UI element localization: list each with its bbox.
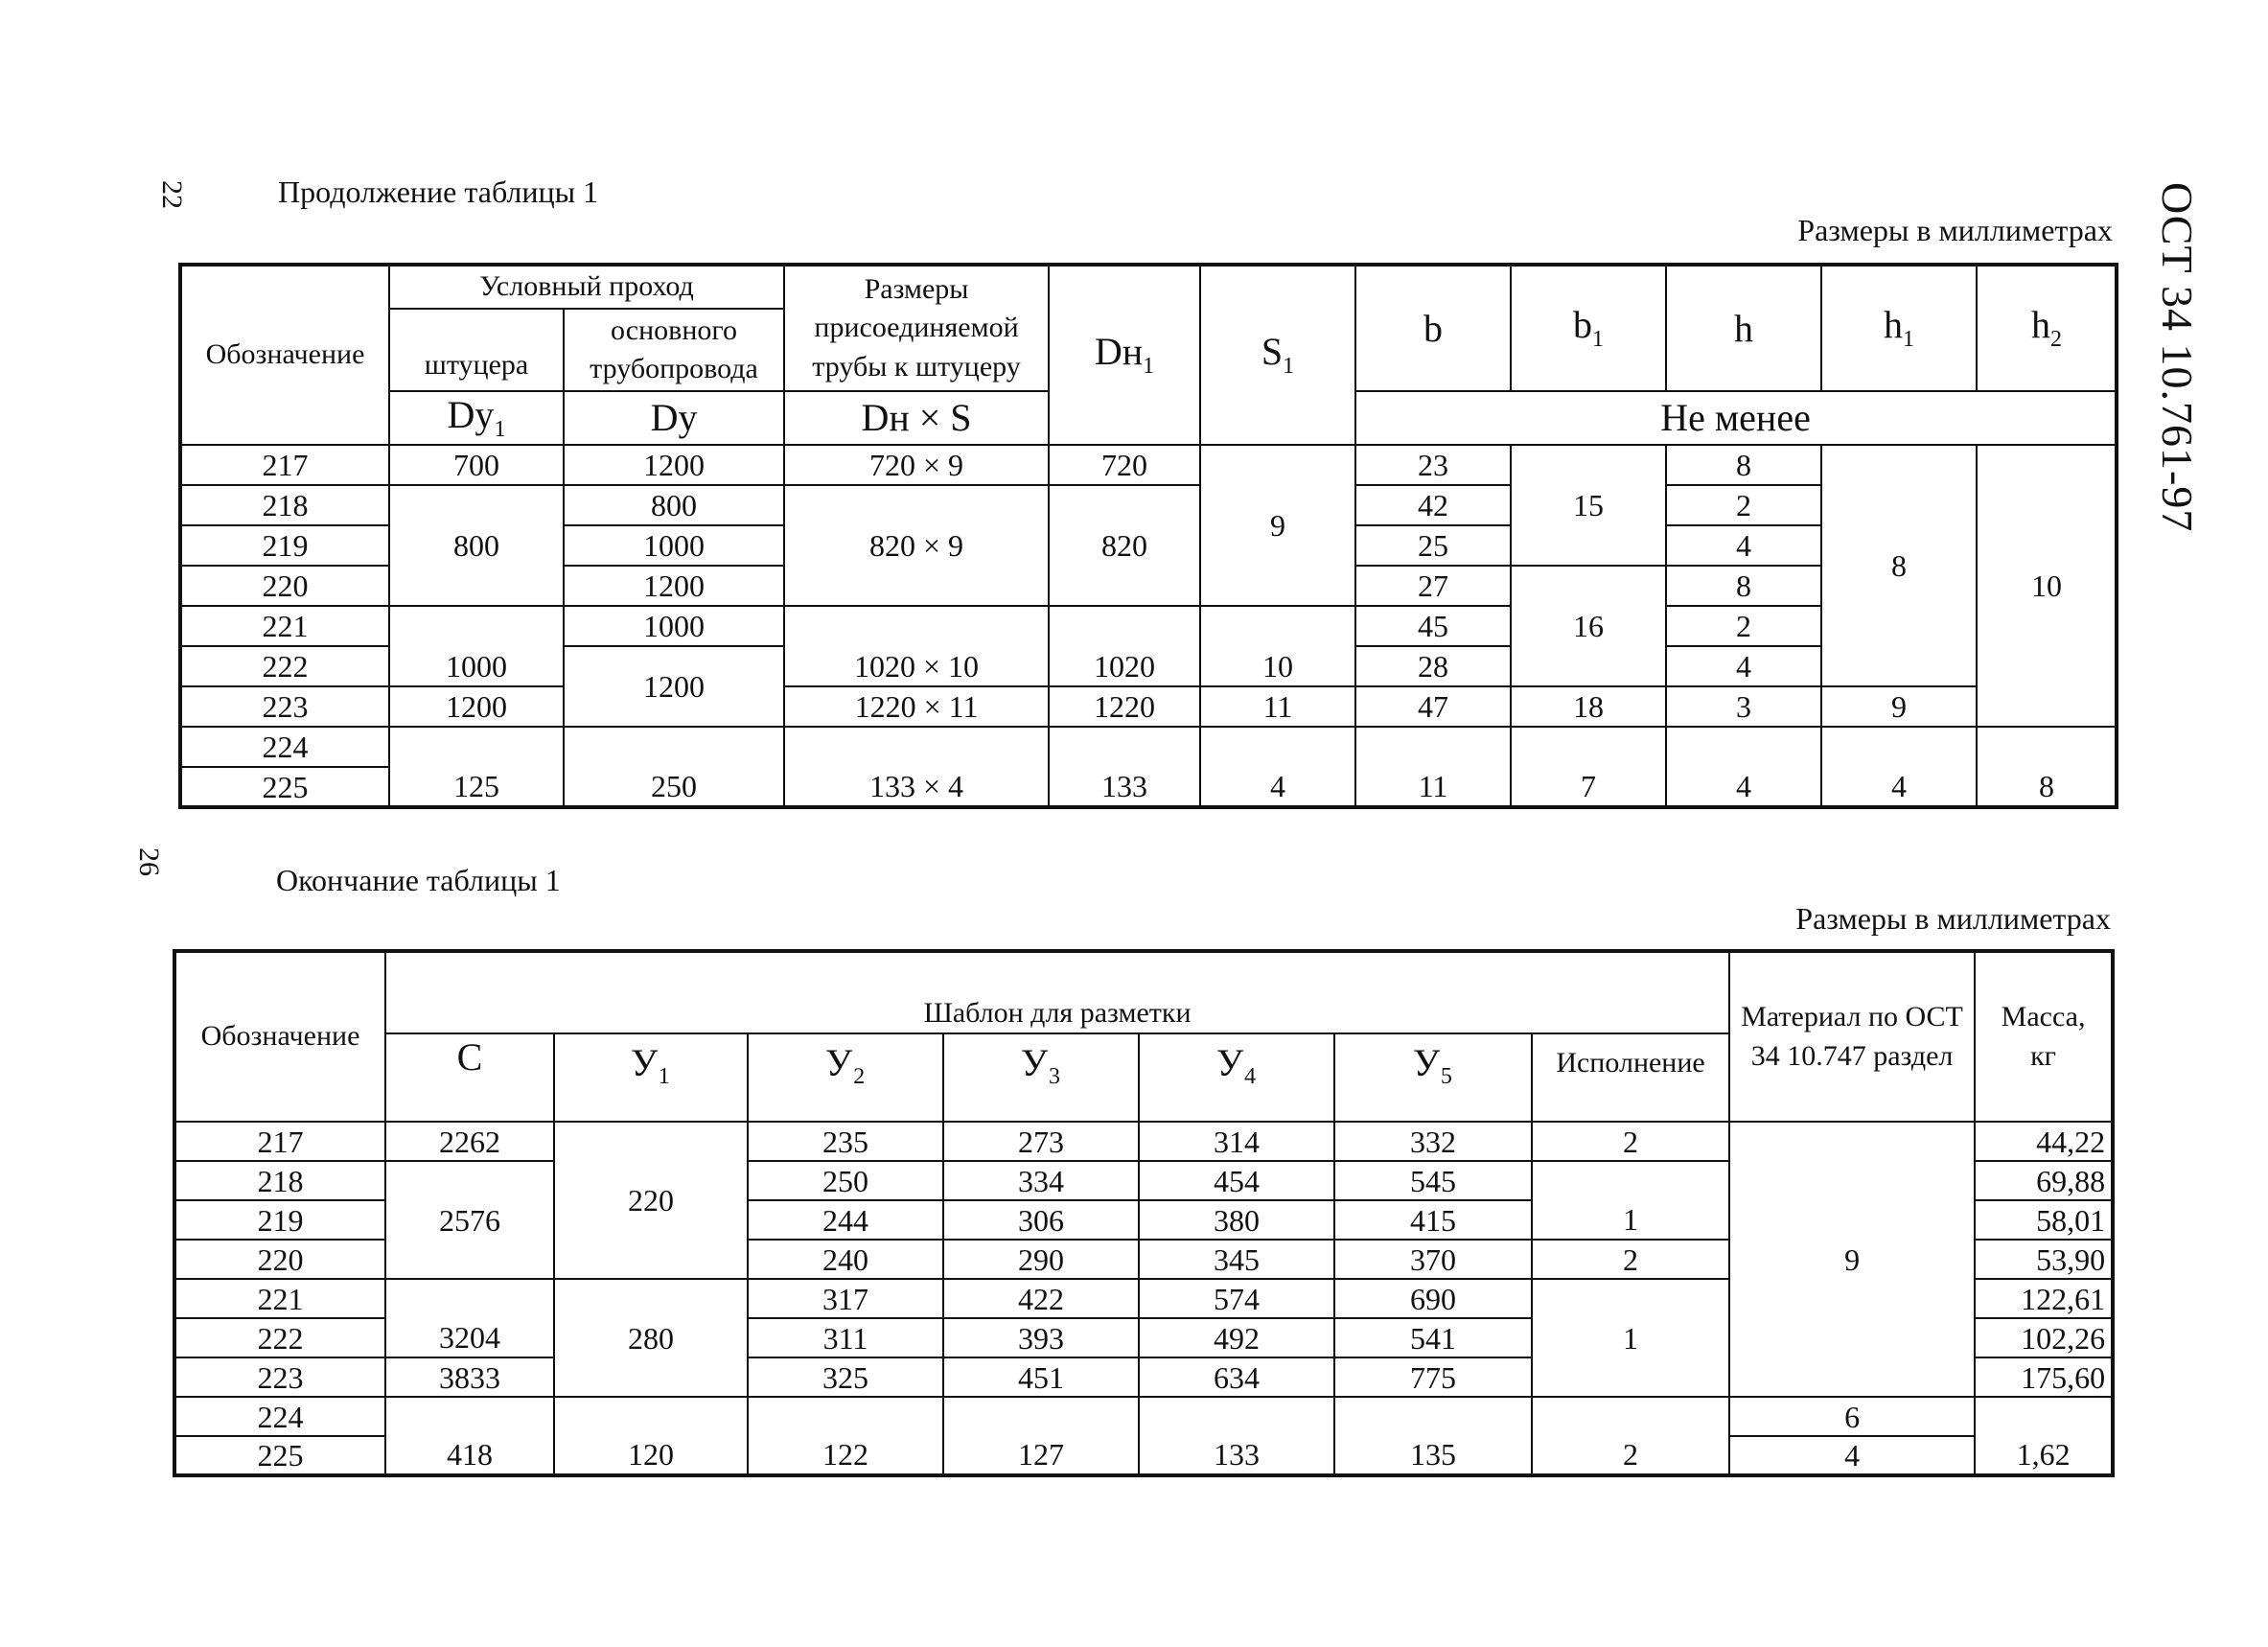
cell-dy1: 1000 [389,606,564,686]
cell-dn1: 133 [1049,727,1200,807]
cell-y4: 574 [1139,1279,1334,1318]
table-row [180,686,2117,727]
cell-mass: 44,22 [1975,1122,2113,1161]
cell-h2: 8 [1977,727,2117,807]
cell-y5: 545 [1334,1161,1532,1200]
cell-y2: 325 [748,1357,943,1397]
page-number-top: 22 [156,180,188,209]
cell-dn1: 1020 [1049,606,1200,686]
cell-b1: 15 [1511,445,1666,566]
cell-dy: 1200 [564,646,784,727]
cell-b: 27 [1355,566,1511,606]
col-header-c: C [385,1033,554,1122]
cell-y1: 220 [554,1122,748,1279]
cell-dy: 1200 [564,445,784,485]
cell-id: 221 [174,1279,385,1318]
cell-id: 218 [174,1161,385,1200]
col-header-dn1: $Dн_1$ [1049,265,1200,445]
cell-size: 720 × 9 [784,445,1049,485]
col-header-template: Шаблон для разметки [385,951,1729,1033]
col-header-main-pipe: основного трубопровода [564,309,784,391]
cell-b: 25 [1355,525,1511,566]
table-row [174,1122,2113,1161]
cell-id: 225 [180,767,389,807]
col-header-pipe-size: Размеры присоединяемой трубы к штуцеру [784,265,1049,391]
cell-h: 4 [1666,646,1821,686]
col-header-execution: Исполнение [1532,1033,1729,1122]
cell-y2: 311 [748,1318,943,1357]
cell-execution: 2 [1532,1397,1729,1475]
cell-id: 224 [174,1397,385,1436]
cell-y5: 332 [1334,1122,1532,1161]
cell-dy1: 800 [389,485,564,606]
cell-y5: 775 [1334,1357,1532,1397]
cell-dy: 800 [564,485,784,525]
cell-b1: 18 [1511,686,1666,727]
cell-size: 133 × 4 [784,727,1049,807]
cell-y2: 235 [748,1122,943,1161]
cell-size: 1020 × 10 [784,606,1049,686]
cell-s1: 4 [1200,727,1355,807]
header-not-less: Не менее [1355,391,2117,445]
cell-h: 3 [1666,686,1821,727]
cell-y5: 370 [1334,1240,1532,1279]
table-row [180,445,2117,485]
cell-y3: 306 [943,1200,1139,1240]
cell-mass: 102,26 [1975,1318,2113,1357]
cell-dn1: 720 [1049,445,1200,485]
cell-id: 220 [174,1240,385,1279]
cell-material: 9 [1729,1122,1975,1397]
cell-y4: 634 [1139,1357,1334,1397]
cell-y2: 244 [748,1200,943,1240]
cell-execution: 1 [1532,1279,1729,1397]
cell-dy1: 700 [389,445,564,485]
cell-material: 4 [1729,1436,1975,1475]
units-bottom: Размеры в миллиметрах [1795,901,2111,936]
cell-mass: 175,60 [1975,1357,2113,1397]
cell-b: 28 [1355,646,1511,686]
cell-h1: 9 [1821,686,1977,727]
cell-y4: 133 [1139,1397,1334,1475]
col-header-dy: Dy [564,391,784,445]
cell-y1: 280 [554,1279,748,1397]
col-header-material: Материал по ОСТ 34 10.747 раздел [1729,951,1975,1122]
cell-mass: 69,88 [1975,1161,2113,1200]
cell-b: 23 [1355,445,1511,485]
cell-y4: 380 [1139,1200,1334,1240]
cell-y3: 273 [943,1122,1139,1161]
cell-material: 6 [1729,1397,1975,1436]
cell-y3: 290 [943,1240,1139,1279]
col-header-h1: $h_1$ [1821,265,1977,391]
cell-c: 3833 [385,1357,554,1397]
cell-y1: 120 [554,1397,748,1475]
col-header-b1: $b_1$ [1511,265,1666,391]
cell-size: 1220 × 11 [784,686,1049,727]
cell-id: 219 [174,1200,385,1240]
caption-top: Продолжение таблицы 1 [278,174,599,209]
cell-dn1: 820 [1049,485,1200,606]
cell-y4: 314 [1139,1122,1334,1161]
col-header-y1: У₁ [554,1033,748,1122]
table-row [180,727,2117,767]
col-header-dy1: $Dy_1$ [389,391,564,445]
page-number-bottom: 26 [133,847,165,876]
cell-h1: 4 [1821,727,1977,807]
cell-c: 418 [385,1397,554,1475]
col-header-designation: Обозначение [180,265,389,445]
cell-h1: 8 [1821,445,1977,686]
cell-y3: 334 [943,1161,1139,1200]
cell-c: 2576 [385,1161,554,1279]
cell-h: 4 [1666,525,1821,566]
cell-h: 2 [1666,606,1821,646]
cell-mass: 1,62 [1975,1397,2113,1475]
cell-y5: 541 [1334,1318,1532,1357]
cell-mass: 58,01 [1975,1200,2113,1240]
caption-bottom: Окончание таблицы 1 [276,863,561,897]
cell-h: 8 [1666,566,1821,606]
cell-y3: 393 [943,1318,1139,1357]
cell-dy: 250 [564,727,784,807]
col-header-dnxs: Dн × S [784,391,1049,445]
cell-y2: 240 [748,1240,943,1279]
cell-size: 820 × 9 [784,485,1049,606]
cell-dn1: 1220 [1049,686,1200,727]
cell-id: 222 [180,646,389,686]
cell-b1: 16 [1511,566,1666,686]
col-header-b: b [1355,265,1511,391]
table-top [178,263,2118,809]
cell-y4: 345 [1139,1240,1334,1279]
cell-y2: 250 [748,1161,943,1200]
cell-execution: 2 [1532,1240,1729,1279]
cell-id: 222 [174,1318,385,1357]
cell-s1: 10 [1200,606,1355,686]
cell-dy: 1000 [564,606,784,646]
col-header-s1: $S_1$ [1200,265,1355,445]
cell-y3: 451 [943,1357,1139,1397]
cell-h: 8 [1666,445,1821,485]
cell-h2: 10 [1977,445,2117,727]
cell-mass: 122,61 [1975,1279,2113,1318]
cell-id: 223 [180,686,389,727]
cell-mass: 53,90 [1975,1240,2113,1279]
cell-id: 225 [174,1436,385,1475]
col-header-h2: $h_2$ [1977,265,2117,391]
cell-b1: 7 [1511,727,1666,807]
cell-id: 221 [180,606,389,646]
cell-b: 11 [1355,727,1511,807]
col-header-y5: У₅ [1334,1033,1532,1122]
cell-c: 2262 [385,1122,554,1161]
cell-b: 45 [1355,606,1511,646]
cell-id: 219 [180,525,389,566]
cell-c: 3204 [385,1279,554,1357]
col-header-fitting: штуцера [389,309,564,391]
standard-code: ОСТ 34 10.761-97 [2153,182,2202,533]
cell-y2: 317 [748,1279,943,1318]
col-header-mass: Масса, кг [1975,951,2113,1122]
col-header-y4: У₄ [1139,1033,1334,1122]
col-header-h: h [1666,265,1821,391]
cell-y5: 135 [1334,1397,1532,1475]
table-row [174,1397,2113,1436]
units-top: Размеры в миллиметрах [1797,213,2113,247]
cell-id: 223 [174,1357,385,1397]
cell-dy1: 125 [389,727,564,807]
table-bottom [173,949,2115,1477]
cell-h: 4 [1666,727,1821,807]
cell-dy1: 1200 [389,686,564,727]
cell-dy: 1200 [564,566,784,606]
cell-id: 218 [180,485,389,525]
cell-id: 224 [180,727,389,767]
cell-y5: 415 [1334,1200,1532,1240]
cell-id: 217 [180,445,389,485]
cell-execution: 2 [1532,1122,1729,1161]
cell-y4: 492 [1139,1318,1334,1357]
col-header-y2: У₂ [748,1033,943,1122]
cell-id: 217 [174,1122,385,1161]
cell-b: 47 [1355,686,1511,727]
cell-y3: 127 [943,1397,1139,1475]
cell-y4: 454 [1139,1161,1334,1200]
col-header-y3: У₃ [943,1033,1139,1122]
cell-y5: 690 [1334,1279,1532,1318]
col-header-nominal-group: Условный проход [389,265,784,309]
cell-s1: 11 [1200,686,1355,727]
cell-dy: 1000 [564,525,784,566]
col-header-designation: Обозначение [174,951,385,1122]
cell-h: 2 [1666,485,1821,525]
cell-y3: 422 [943,1279,1139,1318]
cell-id: 220 [180,566,389,606]
cell-execution: 1 [1532,1161,1729,1240]
cell-s1: 9 [1200,445,1355,606]
cell-b: 42 [1355,485,1511,525]
cell-y2: 122 [748,1397,943,1475]
